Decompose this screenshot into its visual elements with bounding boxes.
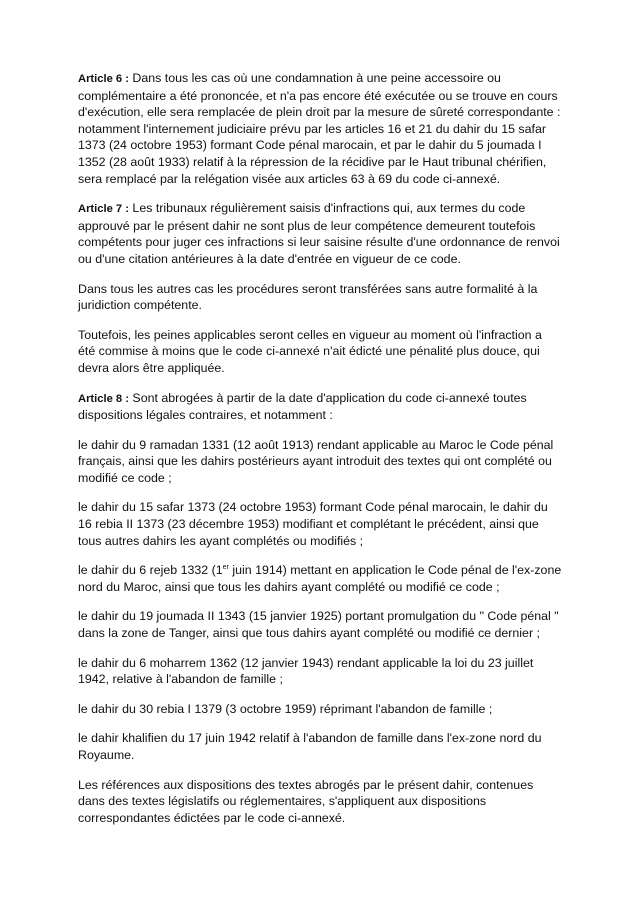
article-6-label: Article 6 : [78, 73, 129, 85]
article-6-text: Dans tous les cas où une condamnation à une peine accessoire ou complémentaire a été prononcée, et n'a pas encore été exécutée ou se trouve en cours d'exécution, elle sera remplacée de plein droit par la mesure de sûreté correspondante : notamment l'internement judiciaire prévu par les articles 16 et 21 du dahir du 15 safar 1373 (24 octobre 1953) formant Code pénal marocain, et par le dahir du 5 joumada I 1352 (28 août 1933) relatif à la répression de la récidive par le Haut tribunal chérifien, sera remplacé par la relégation visée aux articles 63 à 69 du code ci-annexé. [78, 71, 561, 186]
article-8-text: Sont abrogées à partir de la date d'application du code ci-annexé toutes dispositions légales contraires, et notamment : [78, 390, 527, 423]
abrogation-item-3-start: le dahir du 6 rejeb 1332 (1 [78, 563, 223, 578]
abrogation-item-5: le dahir du 6 moharrem 1362 (12 janvier 1943) rendant applicable la loi du 23 juillet 1942, relative à l'abandon de famille ; [78, 655, 534, 687]
article-7-paragraph [78, 200, 562, 267]
article-8-paragraph [78, 390, 562, 424]
abrogation-item-3 [78, 562, 562, 595]
abrogation-item-6: le dahir du 30 rebia I 1379 (3 octobre 1959) réprimant l'abandon de famille ; [78, 701, 493, 716]
abrogation-item-4: le dahir du 19 joumada II 1343 (15 janvier 1925) portant promulgation du " Code pénal " dans la zone de Tanger, ainsi que tous dahirs ayant complété ou modifié ce dernier ; [78, 609, 559, 641]
other-cases-paragraph: Dans tous les autres cas les procédures seront transférées sans autre formalité à la juridiction compétente. [78, 281, 538, 313]
article-7-text: Les tribunaux régulièrement saisis d'infractions qui, aux termes du code approuvé par le présent dahir ne sont plus de leur compétence demeurent toutefois compétents pour juger ces infractions si leur saisine résulte d'une ordonnance de renvoi ou d'une citation antérieures à la date d'entrée en vigueur de ce code. [78, 201, 560, 266]
abrogation-item-2: le dahir du 15 safar 1373 (24 octobre 1953) formant Code pénal marocain, le dahir du 16 rebia II 1373 (23 décembre 1953) modifiant et complétant le précédent, ainsi que tous autres dahirs les ayant complétés ou modifiés ; [78, 500, 548, 548]
article-8-label: Article 8 : [78, 392, 129, 405]
document-page [78, 70, 562, 839]
toutefois-paragraph: Toutefois, les peines applicables seront celles en vigueur au moment où l'infraction a été commise à moins que le code ci-annexé n'ait édicté une pénalité plus douce, qui devra alors être appliquée. [78, 327, 542, 375]
article-7-label: Article 7 : [78, 203, 129, 216]
ordinal-superscript: er [222, 564, 229, 572]
abrogation-item-1: le dahir du 9 ramadan 1331 (12 août 1913) rendant applicable au Maroc le Code pénal français, ainsi que les dahirs postérieurs ayant introduit des textes qui ont complété ou modifié ce code ; [78, 437, 554, 485]
abrogation-item-7: le dahir khalifien du 17 juin 1942 relatif à l'abandon de famille dans l'ex-zone nord du Royaume. [78, 731, 542, 762]
article-6-paragraph [78, 70, 562, 187]
abrogation-item-3-end: juin 1914) mettant en application le Code pénal de l'ex-zone nord du Maroc, ainsi que tous les dahirs ayant complété ou modifié ce code ; [78, 563, 562, 594]
references-paragraph: Les références aux dispositions des textes abrogés par le présent dahir, contenues dans des textes législatifs ou réglementaires, s'appliquent aux dispositions correspondantes édictées par le code ci-annexé. [78, 777, 534, 825]
